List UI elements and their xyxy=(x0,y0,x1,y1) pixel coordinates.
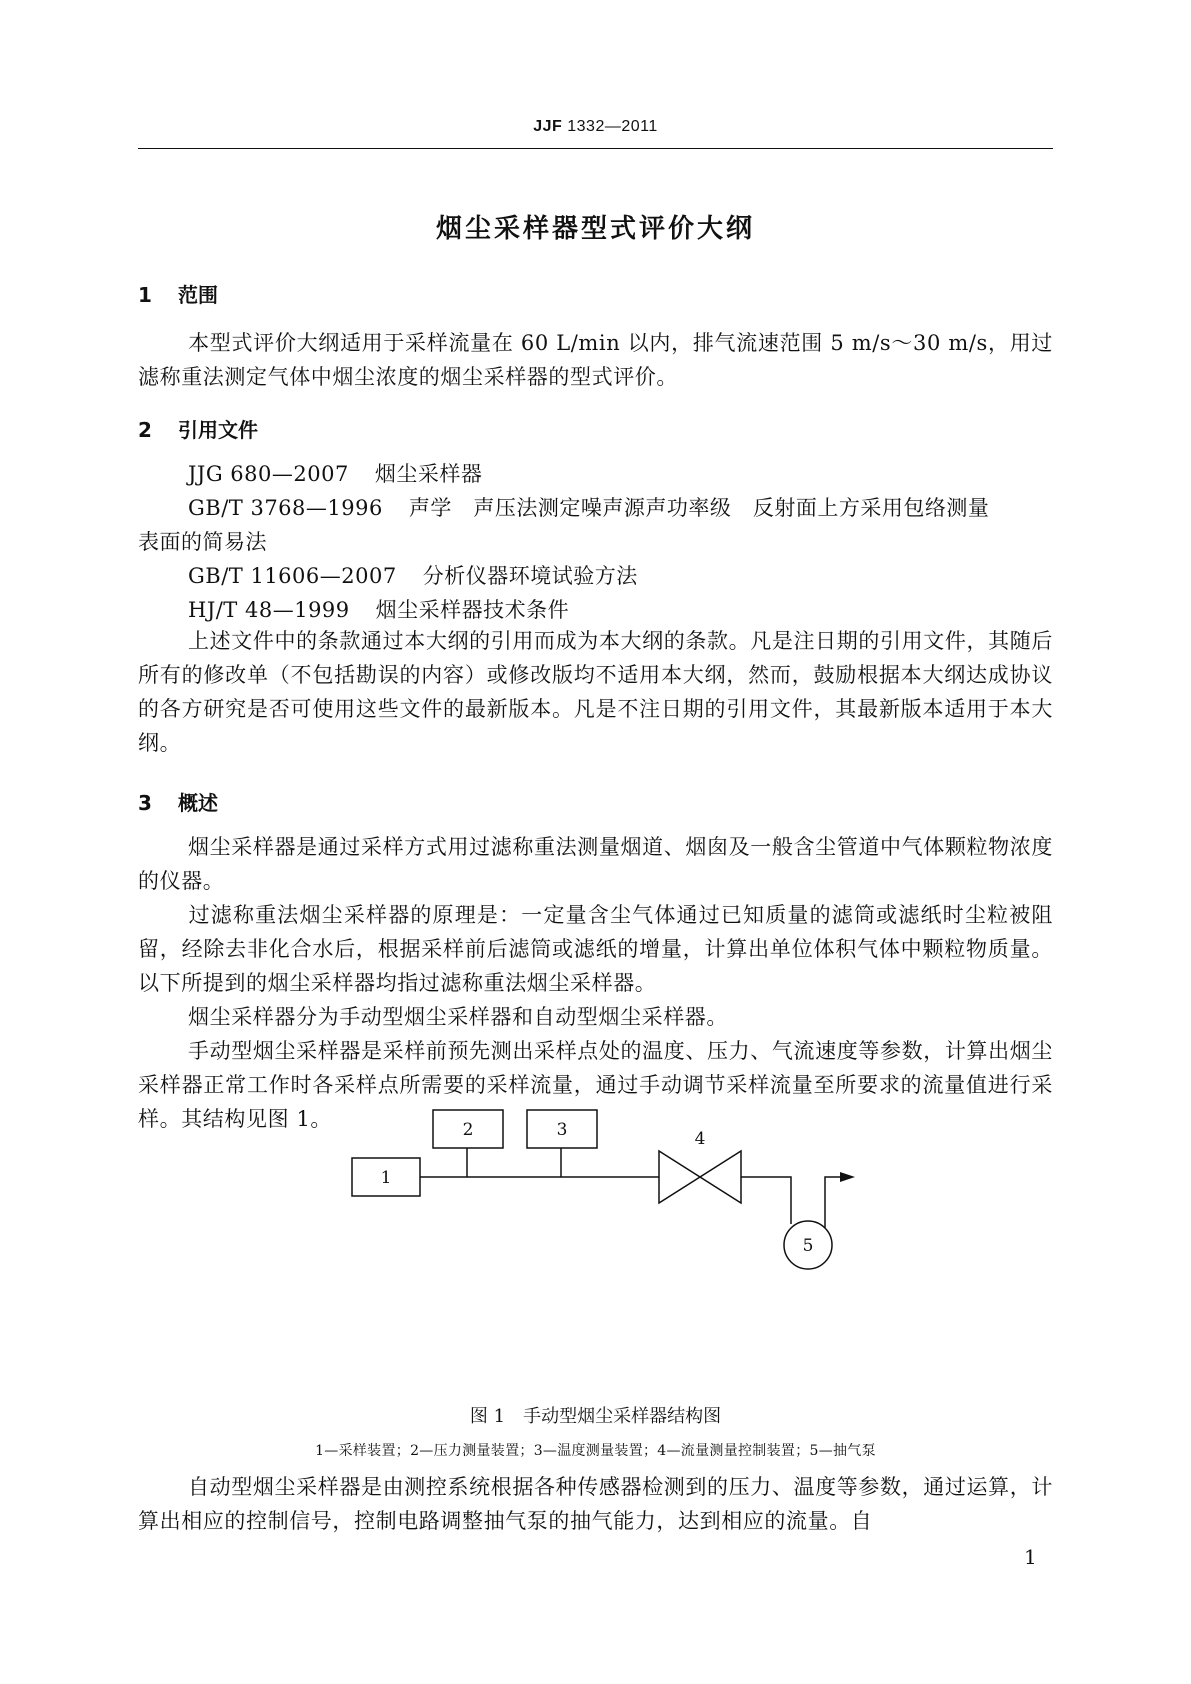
figure-caption xyxy=(0,1402,1191,1428)
reference-code: JJG 680—2007 xyxy=(188,462,349,486)
reference-title: 烟尘采样器 xyxy=(374,462,483,486)
section-number: 3 xyxy=(138,791,152,815)
header-code: JJF xyxy=(533,118,563,135)
section-number: 1 xyxy=(138,283,152,307)
pump-inlet-line xyxy=(741,1177,791,1224)
label-temperature-device: 3 xyxy=(556,1120,568,1140)
overview-paragraph: 烟尘采样器是通过采样方式用过滤称重法测量烟道、烟囱及一般含尘管道中气体颗粒物浓度的仪器。 xyxy=(138,835,1053,893)
figure-number: 图 1 xyxy=(469,1406,506,1427)
section-number: 2 xyxy=(138,418,152,442)
reference-title: 烟尘采样器技术条件 xyxy=(375,598,570,622)
valve-right-triangle xyxy=(700,1151,741,1203)
types-paragraph: 烟尘采样器分为手动型烟尘采样器和自动型烟尘采样器。 xyxy=(188,1005,728,1029)
scope-paragraph: 本型式评价大纲适用于采样流量在 60 L/min 以内，排气流速范围 5 m/s～30 m/s，用过滤称重法测定气体中烟尘浓度的烟尘采样器的型式评价。 xyxy=(138,331,1053,389)
reference-code: HJ/T 48—1999 xyxy=(188,598,350,622)
reference-continuation: 表面的简易法 xyxy=(138,530,267,554)
reference-code: GB/T 11606—2007 xyxy=(188,564,397,588)
label-pump: 5 xyxy=(802,1236,814,1256)
manual-type-paragraph: 手动型烟尘采样器是采样前预先测出采样点处的温度、压力、气流速度等参数，计算出烟尘采样器正常工作时各采样点所需要的采样流量，通过手动调节采样流量至所要求的流量值进行采样。其结构见图 1。 xyxy=(138,1039,1053,1131)
pump-outlet-line xyxy=(825,1177,844,1228)
label-pressure-device: 2 xyxy=(462,1120,474,1140)
figure-title: 手动型烟尘采样器结构图 xyxy=(523,1406,722,1427)
valve-left-triangle xyxy=(659,1151,700,1203)
section-title: 概述 xyxy=(178,791,218,815)
reference-title: 分析仪器环境试验方法 xyxy=(422,564,638,588)
label-flow-control-device: 4 xyxy=(694,1129,706,1149)
principle-paragraph: 过滤称重法烟尘采样器的原理是：一定量含尘气体通过已知质量的滤筒或滤纸时尘粒被阻留，经除去非化合水后，根据采样前后滤筒或滤纸的增量，计算出单位体积气体中颗粒物质量。以下所提到的烟尘采样器均指过滤称重法烟尘采样器。 xyxy=(138,903,1053,995)
references-note-paragraph: 上述文件中的条款通过本大纲的引用而成为本大纲的条款。凡是注日期的引用文件，其随后所有的修改单（不包括勘误的内容）或修改版均不适用本大纲，然而，鼓励根据本大纲达成协议的各方研究是否可使用这些文件的最新版本。凡是不注日期的引用文件，其最新版本适用于本大纲。 xyxy=(138,629,1053,755)
section-title: 范围 xyxy=(178,283,218,307)
automatic-type-paragraph: 自动型烟尘采样器是由测控系统根据各种传感器检测到的压力、温度等参数，通过运算，计算出相应的控制信号，控制电路调整抽气泵的抽气能力，达到相应的流量。自 xyxy=(138,1475,1053,1533)
section-title: 引用文件 xyxy=(178,418,258,442)
label-sampling-device: 1 xyxy=(380,1168,392,1188)
reference-code: GB/T 3768—1996 xyxy=(188,496,383,520)
header-number: 1332—2011 xyxy=(562,118,658,135)
page-title: 烟尘采样器型式评价大纲 xyxy=(435,214,755,244)
outlet-arrow-icon xyxy=(840,1172,855,1182)
reference-title: 声学 声压法测定噪声源声功率级 反射面上方采用包络测量 xyxy=(408,496,990,520)
figure-legend: 1—采样装置；2—压力测量装置；3—温度测量装置；4—流量测量控制装置；5—抽气泵 xyxy=(315,1443,876,1459)
page-number: 1 xyxy=(1024,1545,1037,1569)
